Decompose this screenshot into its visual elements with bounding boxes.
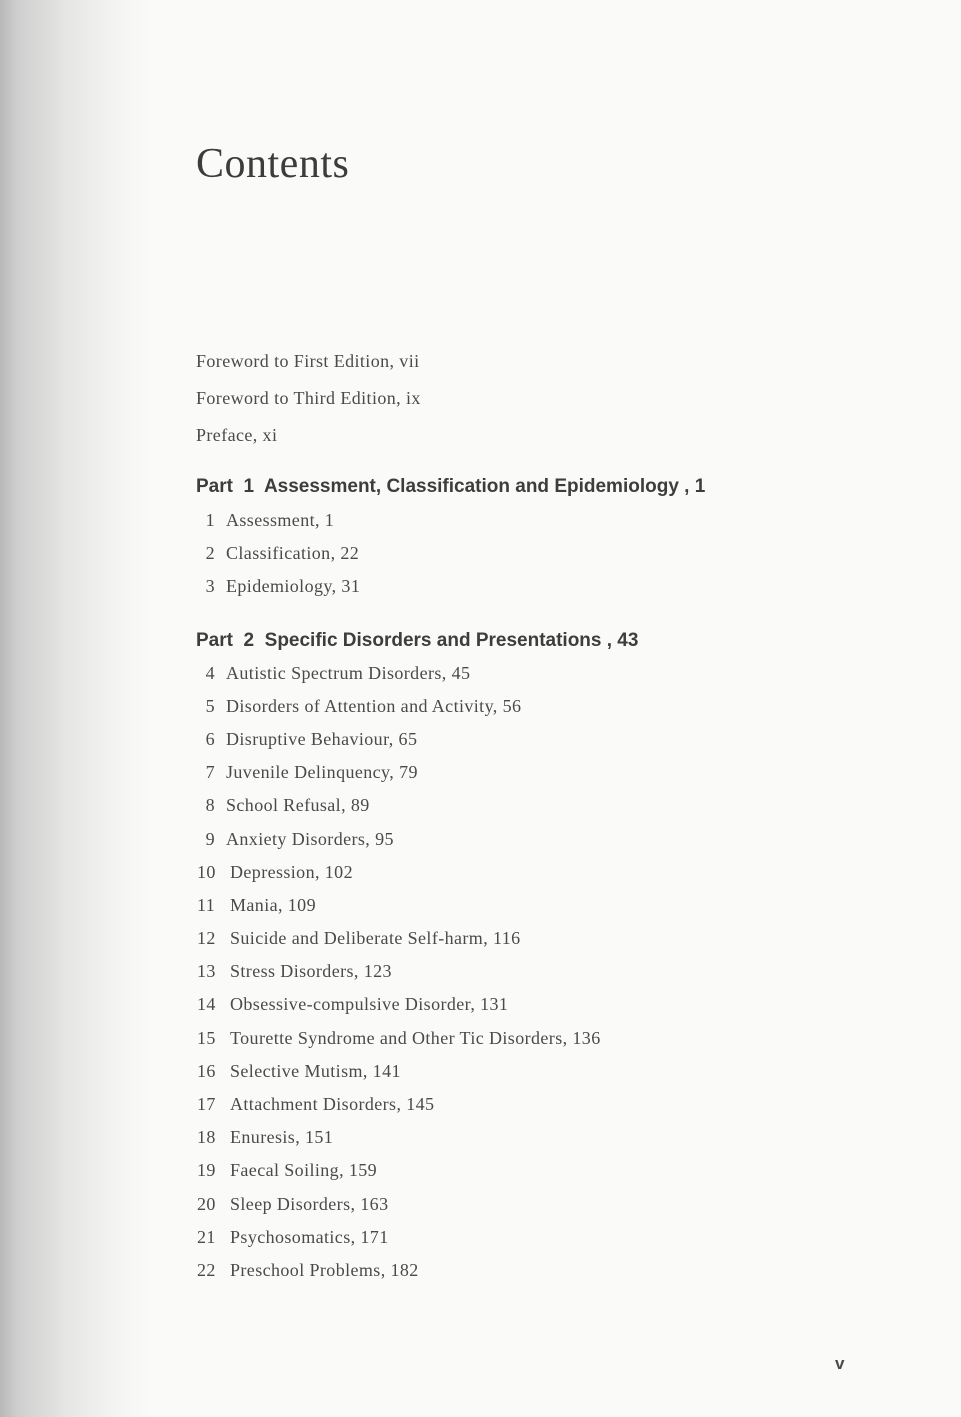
toc-chapter-item[interactable] <box>196 657 836 690</box>
chapter-title: Tourette Syndrome and Other Tic Disorders, 136 <box>230 1027 601 1048</box>
chapter-title: Epidemiology, 31 <box>226 576 361 597</box>
chapter-title: Obsessive-compulsive Disorder, 131 <box>230 994 509 1015</box>
toc-chapter-item[interactable] <box>196 1154 836 1187</box>
chapter-title: Assessment, 1 <box>226 510 335 530</box>
chapter-title: Disruptive Behaviour, 65 <box>226 728 418 749</box>
chapter-title: Mania, 109 <box>230 894 316 915</box>
chapter-title: Attachment Disorders, 145 <box>230 1094 435 1114</box>
chapter-number: 15 <box>197 1027 216 1048</box>
chapter-number: 21 <box>197 1226 216 1247</box>
toc-chapter-item[interactable] <box>196 723 836 756</box>
toc-front-matter-item[interactable]: Foreword to Third Edition, ix <box>196 388 421 408</box>
chapter-number: 16 <box>197 1060 216 1081</box>
chapter-number: 8 <box>205 795 215 816</box>
chapter-title: Suicide and Deliberate Self-harm, 116 <box>230 928 521 949</box>
page-title: Contents <box>196 141 350 187</box>
toc-part-heading[interactable]: Part 2 Specific Disorders and Presentations , 43 <box>196 629 639 651</box>
chapter-number: 9 <box>205 828 215 849</box>
toc-chapter-item[interactable] <box>196 823 836 856</box>
toc-chapter-item[interactable] <box>196 889 836 922</box>
chapter-number: 3 <box>205 576 215 597</box>
toc-chapter-item[interactable] <box>196 1188 836 1221</box>
chapter-number: 6 <box>205 728 215 749</box>
chapter-title: Stress Disorders, 123 <box>230 961 392 982</box>
chapter-number: 5 <box>205 695 215 716</box>
chapter-title: Selective Mutism, 141 <box>230 1060 401 1081</box>
chapter-number: 18 <box>197 1127 216 1148</box>
toc-chapter-item[interactable] <box>196 1121 836 1154</box>
chapter-number: 10 <box>197 861 216 882</box>
toc-chapter-item[interactable] <box>196 537 836 570</box>
toc-chapter-item[interactable] <box>196 988 836 1021</box>
chapter-number: 13 <box>197 961 216 982</box>
page-number: v <box>835 1354 845 1373</box>
toc-chapter-item[interactable] <box>196 789 836 822</box>
page-gutter-shadow <box>0 0 150 1417</box>
toc-front-matter-item[interactable]: Foreword to First Edition, vii <box>196 351 420 371</box>
toc-chapter-item[interactable] <box>196 1221 836 1254</box>
chapter-title: Sleep Disorders, 163 <box>230 1193 389 1214</box>
chapter-number: 19 <box>197 1160 216 1181</box>
chapter-title: Enuresis, 151 <box>230 1127 334 1148</box>
chapter-number: 14 <box>197 994 216 1015</box>
toc-chapter-item[interactable] <box>196 955 836 988</box>
toc-chapter-item[interactable] <box>196 504 836 537</box>
toc-chapter-item[interactable] <box>196 756 836 789</box>
chapter-title: Psychosomatics, 171 <box>230 1226 389 1247</box>
chapter-title: Classification, 22 <box>226 543 360 564</box>
toc-chapter-item[interactable] <box>196 570 836 603</box>
chapter-title: Depression, 102 <box>230 861 353 882</box>
chapter-title: School Refusal, 89 <box>226 795 370 816</box>
chapter-title: Faecal Soiling, 159 <box>230 1160 378 1181</box>
toc-chapter-item[interactable] <box>196 1254 836 1287</box>
chapter-title: Autistic Spectrum Disorders, 45 <box>226 662 471 683</box>
chapter-number: 11 <box>197 894 216 915</box>
toc-chapter-item[interactable] <box>196 1055 836 1088</box>
chapter-title: Disorders of Attention and Activity, 56 <box>226 695 522 716</box>
toc-chapter-item[interactable] <box>196 856 836 889</box>
toc-chapter-item[interactable] <box>196 1022 836 1055</box>
toc-chapter-item[interactable] <box>196 922 836 955</box>
chapter-title: Anxiety Disorders, 95 <box>226 828 394 849</box>
table-of-contents <box>196 343 836 1287</box>
chapter-title: Preschool Problems, 182 <box>230 1259 419 1280</box>
toc-part-heading[interactable]: Part 1 Assessment, Classification and Epidemiology , 1 <box>196 476 706 497</box>
chapter-number: 12 <box>197 928 216 949</box>
chapter-number: 17 <box>197 1094 216 1114</box>
toc-chapter-item[interactable] <box>196 690 836 723</box>
toc-chapter-item[interactable] <box>196 1088 836 1121</box>
chapter-number: 2 <box>205 543 215 564</box>
chapter-number: 7 <box>205 762 215 783</box>
chapter-number: 22 <box>197 1259 216 1280</box>
toc-front-matter-item[interactable]: Preface, xi <box>196 425 278 445</box>
chapter-number: 20 <box>197 1193 216 1214</box>
chapter-number: 1 <box>205 510 215 530</box>
chapter-title: Juvenile Delinquency, 79 <box>226 762 418 783</box>
chapter-number: 4 <box>205 662 215 683</box>
